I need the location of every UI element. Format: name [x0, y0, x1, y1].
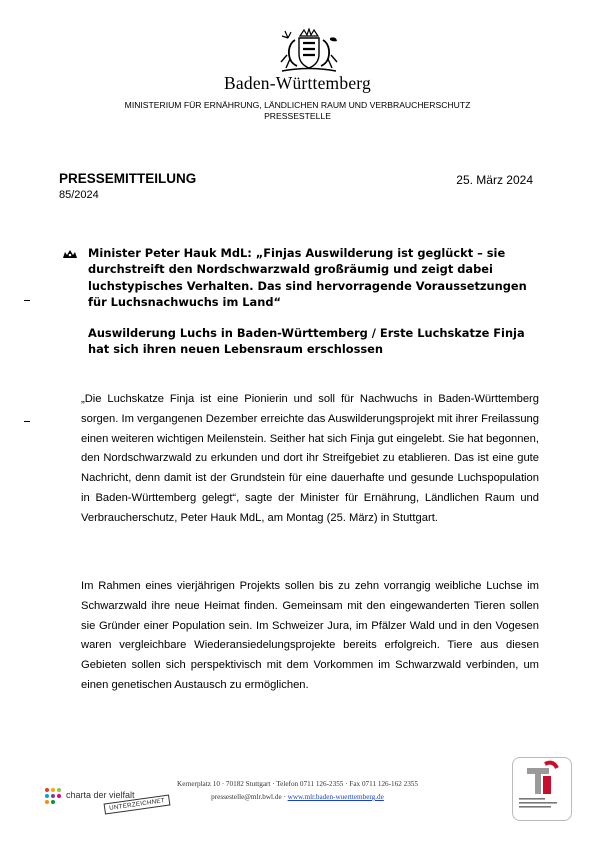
document-type: PRESSEMITTEILUNG [59, 171, 197, 186]
body-paragraph: „Die Luchskatze Finja ist eine Pionierin und soll für Nachwuchs in Baden-Württemberg sorgen. Im vergangenen Dezember erreichte das Auswilderungsprojekt mit ihrer Freilassung einen weiteren wichtigen Meilenstein. Seither hat sich Finja gut eingelebt. Sie hat begonnen, den Nordschwarzwald zu erkunden und dort ihr Streifgebiet zu etablieren. Das ist eine gute Nachricht, denn damit ist der Grundstein für eine dauerhafte und gesunde Luchspopulation in Baden-Württemberg gelegt“, sagte der Minister für Ernährung, Ländlichen Raum und Verbraucherschutz, Peter Hauk MdL, am Montag (25. März) in Stuttgart. [81, 393, 539, 524]
document-number: 85/2024 [59, 189, 99, 201]
certificate-caption [519, 797, 565, 813]
footer-website-link[interactable]: www.mlr.baden-wuerttemberg.de [287, 793, 384, 801]
footer-contact [0, 793, 595, 801]
ministry-name [0, 100, 595, 122]
state-name: Baden-Württemberg [224, 73, 371, 93]
charta-text: charta der vielfalt [66, 790, 135, 800]
margin-mark [24, 300, 30, 301]
certificate-caption-lines [519, 797, 565, 811]
footer-address: Kernerplatz 10 · 70182 Stuttgart · Telefon 0711 126-2355 · Fax 0711 126-162 2355 [177, 780, 418, 788]
headline: Minister Peter Hauk MdL: „Finjas Auswilderung ist geglückt – sie durchstreift den Nordschwarzwald großräumig und zeigt dabei luchstypisches Verhalten. Das sind hervorragende Voraussetzungen für Luchsnachwuchs im Land“ [88, 246, 527, 309]
press-office-line: PRESSESTELLE [264, 111, 331, 121]
signed-stamp: UNTERZEICHNET [104, 794, 171, 814]
footer-email: pressestelle@mlr.bwl.de [211, 793, 282, 801]
certificate-logo-icon [513, 758, 571, 798]
coat-of-arms-icon [276, 28, 342, 74]
subheadline: Auswilderung Luchs in Baden-Württemberg / Erste Luchskatze Finja hat sich ihren neuen Lebensraum erschlossen [88, 326, 525, 357]
ministry-line: MINISTERIUM FÜR ERNÄHRUNG, LÄNDLICHEN RAUM UND VERBRAUCHERSCHUTZ [124, 100, 471, 110]
footer-separator: · [281, 793, 288, 801]
document-date: 25. März 2024 [456, 173, 533, 187]
state-emblem-icon [62, 249, 78, 259]
margin-mark [24, 421, 30, 422]
body-paragraph: Im Rahmen eines vierjährigen Projekts sollen bis zu zehn vorrangig weibliche Luchse im Schwarzwald ihre neue Heimat finden. Gemeinsam mit den eingewanderten Tieren sollen sie Gründer einer Population sein. Im Schweizer Jura, im Pfälzer Wald und in den Vogesen waren vergleichbare Wiederansiedelungsprojekte bereits erfolgreich. Tiere aus diesen Gebieten sollen sich perspektivisch mit dem Vorkommen im Schwarzwald verbinden, um einen genetischen Austausch zu ermöglichen. [81, 580, 539, 691]
